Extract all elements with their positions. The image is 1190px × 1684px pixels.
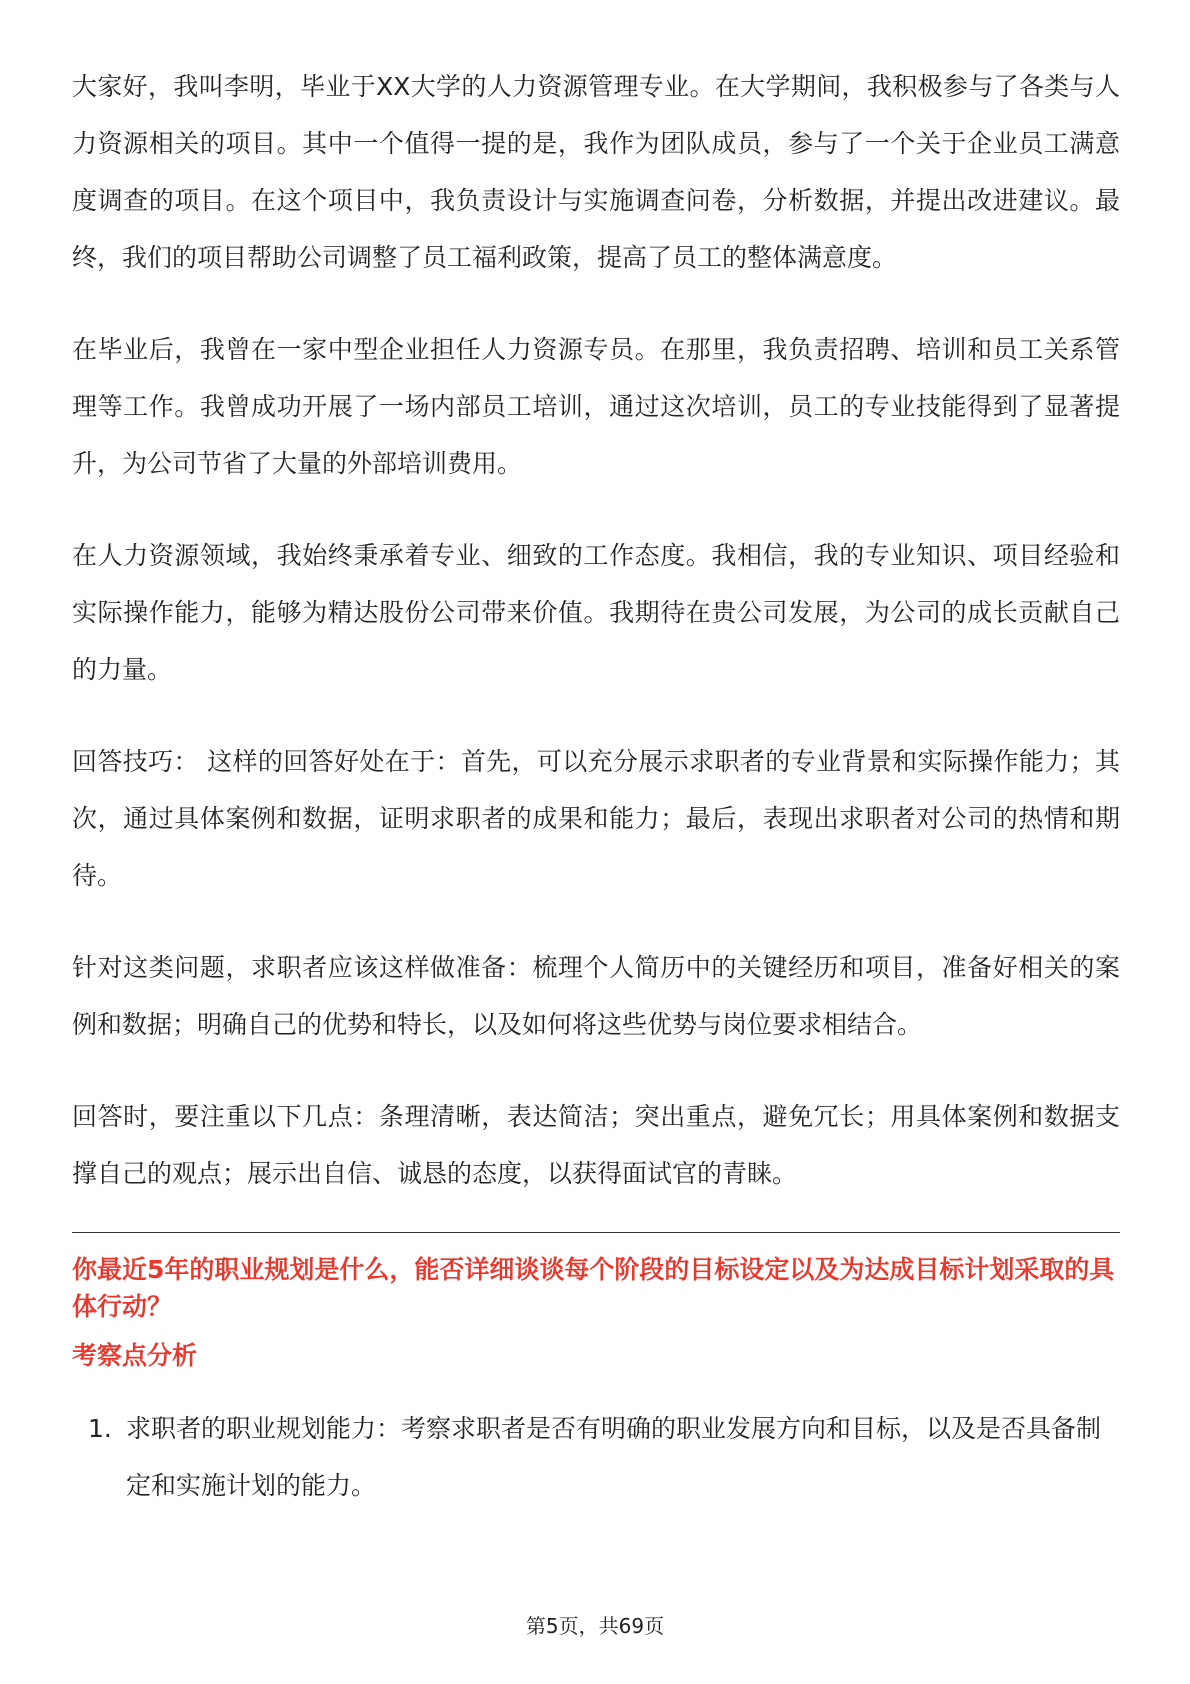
- analysis-list: [72, 1400, 1120, 1514]
- paragraph-preparation: 针对这类问题，求职者应该这样做准备：梳理个人简历中的关键经历和项目，准备好相关的案例和数据；明确自己的优势和特长，以及如何将这些优势与岗位要求相结合。: [72, 953, 1120, 1039]
- document-page: [72, 58, 1120, 1514]
- paragraph-experience: 在毕业后，我曾在一家中型企业担任人力资源专员。在那里，我负责招聘、培训和员工关系管理等工作。我曾成功开展了一场内部员工培训，通过这次培训，员工的专业技能得到了显著提升，为公司节省了大量的外部培训费用。: [72, 335, 1120, 478]
- paragraph-attitude: 在人力资源领域，我始终秉承着专业、细致的工作态度。我相信，我的专业知识、项目经验和实际操作能力，能够为精达股份公司带来价值。我期待在贵公司发展，为公司的成长贡献自己的力量。: [72, 541, 1120, 684]
- list-item-text: 求职者的职业规划能力：考察求职者是否有明确的职业发展方向和目标，以及是否具备制定和实施计划的能力。: [126, 1414, 1102, 1500]
- paragraph-key-points: 回答时，要注重以下几点：条理清晰，表达简洁；突出重点，避免冗长；用具体案例和数据支撑自己的观点；展示出自信、诚恳的态度，以获得面试官的青睐。: [72, 1102, 1120, 1188]
- list-item-number: 1.: [88, 1414, 112, 1443]
- analysis-heading: 考察点分析: [72, 1341, 198, 1370]
- page-footer: 第5页，共69页: [525, 1614, 665, 1638]
- section-divider: [72, 1232, 1120, 1233]
- list-item: [72, 1400, 1120, 1514]
- question-heading: 你最近5年的职业规划是什么，能否详细谈谈每个阶段的目标设定以及为达成目标计划采取的具体行动？: [72, 1255, 1115, 1321]
- paragraph-intro: 大家好，我叫李明，毕业于XX大学的人力资源管理专业。在大学期间，我积极参与了各类与人力资源相关的项目。其中一个值得一提的是，我作为团队成员，参与了一个关于企业员工满意度调查的项目。在这个项目中，我负责设计与实施调查问卷，分析数据，并提出改进建议。最终，我们的项目帮助公司调整了员工福利政策，提高了员工的整体满意度。: [72, 72, 1120, 272]
- paragraph-answer-tips: 回答技巧： 这样的回答好处在于：首先，可以充分展示求职者的专业背景和实际操作能力；其次，通过具体案例和数据，证明求职者的成果和能力；最后，表现出求职者对公司的热情和期待。: [72, 747, 1120, 890]
